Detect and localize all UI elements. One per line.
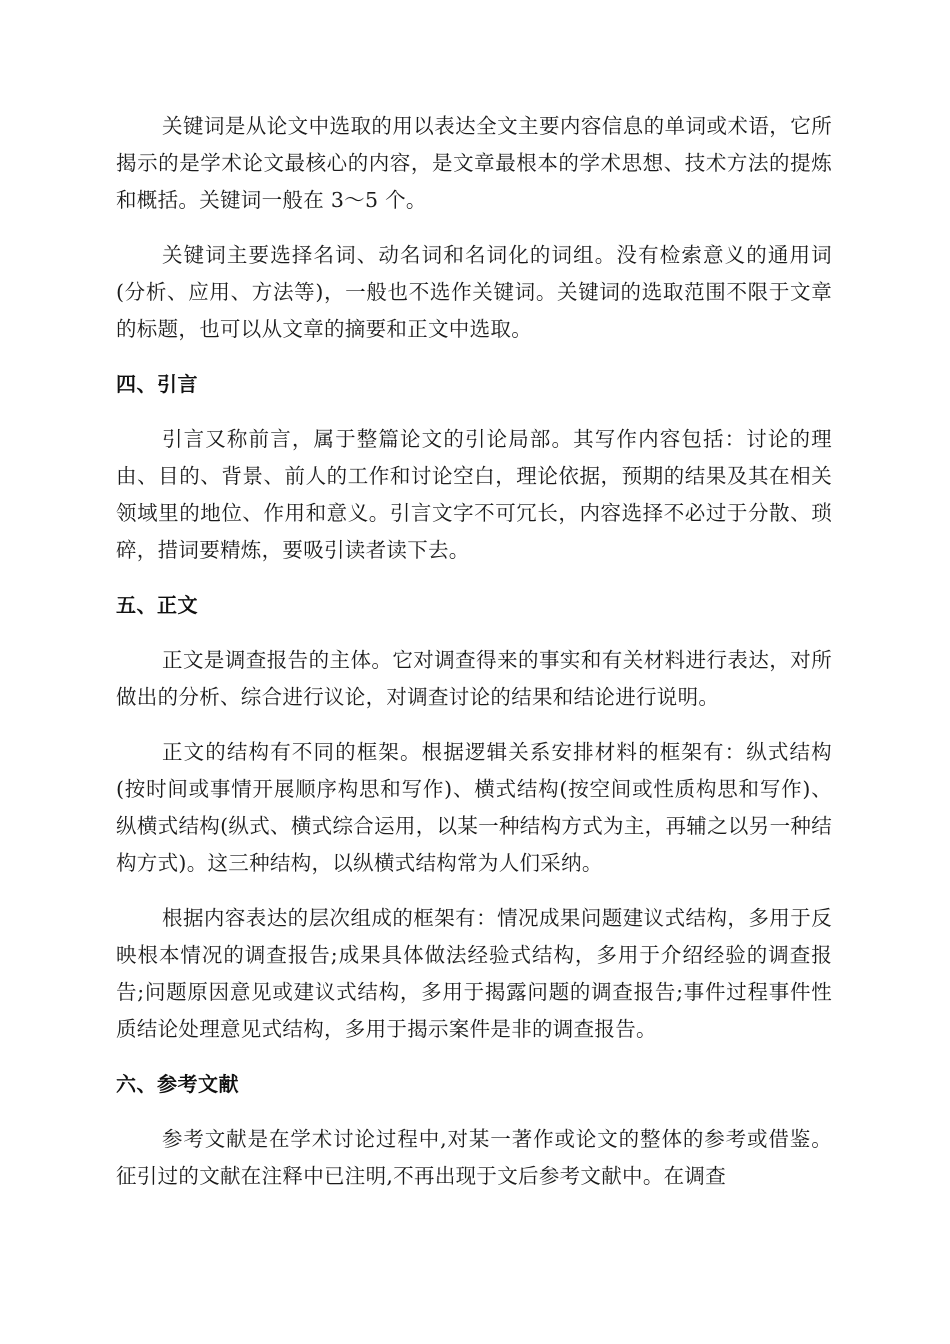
main-text-paragraph-2: 正文的结构有不同的框架。根据逻辑关系安排材料的框架有：纵式结构(按时间或事情开展顺序构思和写作)、横式结构(按空间或性质构思和写作)、纵横式结构(纵式、横式综合运用，以某一种结构方式为主，再辅之以另一种结构方式)。这三种结构，以纵横式结构常为人们采纳。 xyxy=(116,740,832,875)
paragraph-spacer xyxy=(116,403,832,421)
section-heading-references: 六、参考文献 xyxy=(116,1072,239,1096)
introduction-paragraph: 引言又称前言，属于整篇论文的引论局部。其写作内容包括：讨论的理由、目的、背景、前人的工作和讨论空白，理论依据，预期的结果及其在相关领域里的地位、作用和意义。引言文字不可冗长，内容选择不必过于分散、琐碎，措词要精炼，要吸引读者读下去。 xyxy=(116,427,832,562)
keyword-paragraph-1: 关键词是从论文中选取的用以表达全文主要内容信息的单词或术语，它所揭示的是学术论文最核心的内容，是文章最根本的学术思想、技术方法的提炼和概括。关键词一般在 3～5 个。 xyxy=(116,114,832,212)
keyword-paragraph-2: 关键词主要选择名词、动名词和名词化的词组。没有检索意义的通用词(分析、应用、方法等)，一般也不选作关键词。关键词的选取范围不限于文章的标题，也可以从文章的摘要和正文中选取。 xyxy=(116,243,832,341)
paragraph-spacer xyxy=(116,1048,832,1066)
paragraph-spacer xyxy=(116,569,832,587)
paragraph-spacer xyxy=(116,716,832,734)
paragraph-spacer xyxy=(116,882,832,900)
section-heading-introduction: 四、引言 xyxy=(116,372,198,396)
section-heading-main-text: 五、正文 xyxy=(116,593,198,617)
references-paragraph: 参考文献是在学术讨论过程中,对某一著作或论文的整体的参考或借鉴。征引过的文献在注释中已注明,不再出现于文后参考文献中。在调查 xyxy=(116,1127,832,1188)
paragraph-spacer xyxy=(116,219,832,237)
paragraph-spacer xyxy=(116,348,832,366)
paragraph-spacer xyxy=(116,1103,832,1121)
document-body xyxy=(116,108,832,1195)
paragraph-spacer xyxy=(116,624,832,642)
main-text-paragraph-3: 根据内容表达的层次组成的框架有：情况成果问题建议式结构，多用于反映根本情况的调查报告;成果具体做法经验式结构，多用于介绍经验的调查报告;问题原因意见或建议式结构，多用于揭露问题的调查报告;事件过程事件性质结论处理意见式结构，多用于揭示案件是非的调查报告。 xyxy=(116,906,832,1041)
main-text-paragraph-1: 正文是调查报告的主体。它对调查得来的事实和有关材料进行表达，对所做出的分析、综合进行议论，对调查讨论的结果和结论进行说明。 xyxy=(116,648,832,709)
